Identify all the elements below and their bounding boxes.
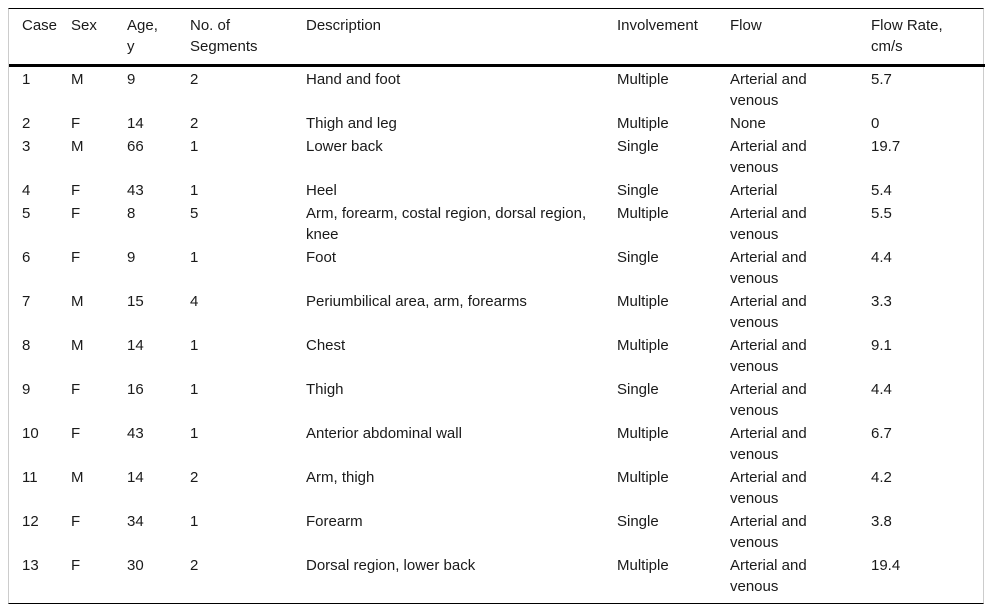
cell-segments: 2 xyxy=(190,469,199,486)
case-table-container xyxy=(8,8,984,604)
cell-segments: 1 xyxy=(190,138,199,155)
cell-description: Arm, forearm, costal region, dorsal region, knee xyxy=(306,205,587,243)
column-header-involvement: Involvement xyxy=(617,9,730,66)
table-row xyxy=(9,509,985,553)
table-row xyxy=(9,66,985,112)
cell-case: 6 xyxy=(22,249,31,266)
table-row xyxy=(9,465,985,509)
cell-segments: 1 xyxy=(190,425,199,442)
cell-flow: Arterial and venous xyxy=(730,205,807,243)
column-header-case: Case xyxy=(9,9,71,66)
cell-case: 13 xyxy=(22,557,39,574)
cell-sex: F xyxy=(71,513,81,530)
cell-flow: Arterial and venous xyxy=(730,557,807,595)
cell-sex: M xyxy=(71,469,84,486)
cell-involvement: Single xyxy=(617,249,659,266)
cell-sex: F xyxy=(71,205,81,222)
column-header-segments: No. of Segments xyxy=(190,9,306,66)
cell-age: 9 xyxy=(127,71,136,88)
cell-segments: 2 xyxy=(190,115,199,132)
cell-age: 14 xyxy=(127,469,144,486)
cell-sex: F xyxy=(71,557,81,574)
cell-segments: 1 xyxy=(190,381,199,398)
cell-flow-rate: 19.7 xyxy=(871,138,901,155)
cell-description: Foot xyxy=(306,249,337,266)
cell-segments: 1 xyxy=(190,249,199,266)
table-row xyxy=(9,333,985,377)
cell-age: 34 xyxy=(127,513,144,530)
cell-involvement: Multiple xyxy=(617,115,669,132)
cell-description: Lower back xyxy=(306,138,383,155)
cell-description: Dorsal region, lower back xyxy=(306,557,476,574)
cell-age: 14 xyxy=(127,115,144,132)
cell-flow-rate: 5.4 xyxy=(871,182,892,199)
column-header-sex: Sex xyxy=(71,9,127,66)
cell-flow-rate: 4.4 xyxy=(871,381,892,398)
cell-sex: M xyxy=(71,293,84,310)
cell-segments: 1 xyxy=(190,513,199,530)
cell-age: 43 xyxy=(127,182,144,199)
cell-flow: Arterial and venous xyxy=(730,469,807,507)
cell-segments: 2 xyxy=(190,557,199,574)
cell-sex: F xyxy=(71,182,81,199)
table-body xyxy=(9,66,985,604)
column-header-flow: Flow xyxy=(730,9,871,66)
cell-segments: 5 xyxy=(190,205,199,222)
cell-case: 8 xyxy=(22,337,31,354)
cell-sex: F xyxy=(71,425,81,442)
cell-involvement: Multiple xyxy=(617,557,669,574)
cell-flow: Arterial and venous xyxy=(730,71,807,109)
cell-sex: M xyxy=(71,138,84,155)
cell-involvement: Single xyxy=(617,513,659,530)
cell-age: 15 xyxy=(127,293,144,310)
cell-age: 8 xyxy=(127,205,136,222)
cell-flow: Arterial xyxy=(730,182,778,199)
cell-description: Arm, thigh xyxy=(306,469,375,486)
cell-involvement: Multiple xyxy=(617,293,669,310)
cell-case: 5 xyxy=(22,205,31,222)
cell-flow-rate: 3.3 xyxy=(871,293,892,310)
cell-sex: F xyxy=(71,249,81,266)
cell-flow: Arterial and venous xyxy=(730,425,807,463)
cell-case: 3 xyxy=(22,138,31,155)
column-header-flow-rate: Flow Rate, cm/s xyxy=(871,9,985,66)
case-table xyxy=(9,9,985,603)
cell-age: 30 xyxy=(127,557,144,574)
cell-involvement: Multiple xyxy=(617,425,669,442)
cell-description: Forearm xyxy=(306,513,363,530)
cell-flow: Arterial and venous xyxy=(730,381,807,419)
cell-case: 4 xyxy=(22,182,31,199)
cell-description: Hand and foot xyxy=(306,71,401,88)
cell-flow-rate: 0 xyxy=(871,115,880,132)
header-row xyxy=(9,9,985,66)
cell-case: 2 xyxy=(22,115,31,132)
cell-flow-rate: 3.8 xyxy=(871,513,892,530)
cell-flow: Arterial and venous xyxy=(730,293,807,331)
cell-segments: 1 xyxy=(190,182,199,199)
cell-involvement: Multiple xyxy=(617,469,669,486)
table-row xyxy=(9,553,985,603)
cell-age: 14 xyxy=(127,337,144,354)
cell-flow-rate: 5.7 xyxy=(871,71,892,88)
cell-case: 12 xyxy=(22,513,39,530)
cell-sex: F xyxy=(71,115,81,132)
table-row xyxy=(9,178,985,201)
column-header-age: Age, y xyxy=(127,9,190,66)
cell-flow-rate: 4.2 xyxy=(871,469,892,486)
cell-case: 11 xyxy=(22,469,38,486)
cell-sex: F xyxy=(71,381,81,398)
cell-flow: None xyxy=(730,115,766,132)
cell-segments: 1 xyxy=(190,337,199,354)
cell-flow: Arterial and venous xyxy=(730,138,807,176)
cell-flow: Arterial and venous xyxy=(730,337,807,375)
cell-description: Anterior abdominal wall xyxy=(306,425,462,442)
cell-description: Heel xyxy=(306,182,337,199)
cell-involvement: Multiple xyxy=(617,205,669,222)
column-header-description: Description xyxy=(306,9,617,66)
cell-case: 10 xyxy=(22,425,39,442)
cell-description: Periumbilical area, arm, forearms xyxy=(306,293,527,310)
cell-flow-rate: 5.5 xyxy=(871,205,892,222)
cell-involvement: Multiple xyxy=(617,71,669,88)
cell-age: 43 xyxy=(127,425,144,442)
cell-flow-rate: 4.4 xyxy=(871,249,892,266)
cell-description: Thigh xyxy=(306,381,344,398)
cell-flow-rate: 9.1 xyxy=(871,337,892,354)
cell-segments: 2 xyxy=(190,71,199,88)
cell-involvement: Single xyxy=(617,138,659,155)
table-row xyxy=(9,421,985,465)
cell-flow-rate: 6.7 xyxy=(871,425,892,442)
cell-age: 16 xyxy=(127,381,144,398)
cell-flow: Arterial and venous xyxy=(730,513,807,551)
cell-sex: M xyxy=(71,71,84,88)
cell-case: 9 xyxy=(22,381,31,398)
cell-description: Thigh and leg xyxy=(306,115,397,132)
cell-involvement: Single xyxy=(617,182,659,199)
table-row xyxy=(9,377,985,421)
cell-case: 1 xyxy=(22,71,31,88)
table-row xyxy=(9,201,985,245)
table-row xyxy=(9,111,985,134)
table-header xyxy=(9,9,985,66)
cell-age: 9 xyxy=(127,249,136,266)
cell-flow-rate: 19.4 xyxy=(871,557,901,574)
table-row xyxy=(9,245,985,289)
cell-sex: M xyxy=(71,337,84,354)
cell-case: 7 xyxy=(22,293,31,310)
cell-involvement: Single xyxy=(617,381,659,398)
cell-involvement: Multiple xyxy=(617,337,669,354)
cell-age: 66 xyxy=(127,138,144,155)
cell-description: Chest xyxy=(306,337,346,354)
table-row xyxy=(9,289,985,333)
table-row xyxy=(9,134,985,178)
cell-flow: Arterial and venous xyxy=(730,249,807,287)
cell-segments: 4 xyxy=(190,293,199,310)
